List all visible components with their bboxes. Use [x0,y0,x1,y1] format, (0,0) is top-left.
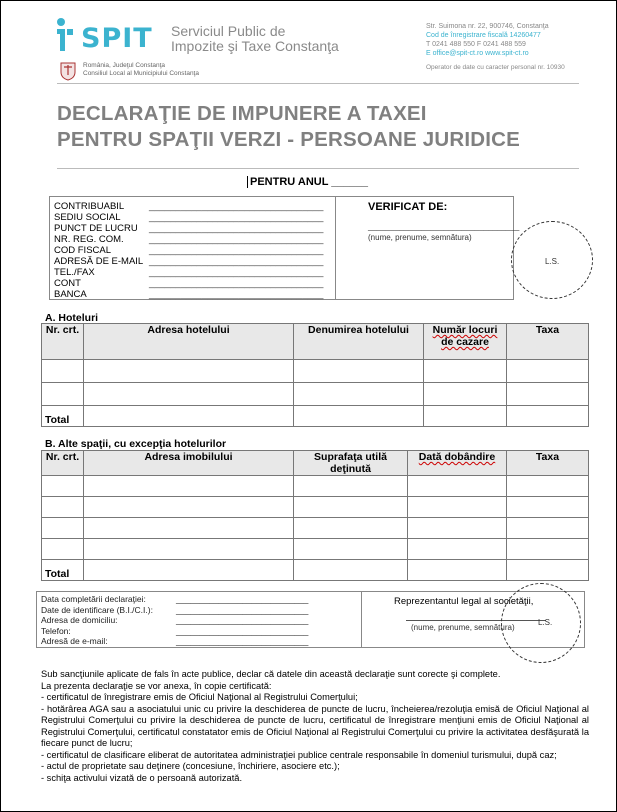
col-tax: Taxa [507,451,589,476]
hotels-total-row[interactable] [42,406,589,427]
section-b-title: B. Alte spaţii, cu excepţia hotelurilor [45,438,227,450]
total-label: Total [42,560,84,581]
county-line-2: Consiliul Local al Municipiului Constanţa [83,70,199,77]
field-input-line[interactable]: _________________________________ [149,201,324,212]
field-label: CONTRIBUABIL [54,201,125,212]
spit-logo-icon [55,17,75,51]
representative-stamp-label: L.S. [538,618,553,627]
table-row[interactable] [42,539,589,560]
declaration-paragraph: - certificatul de înregistrare emis de Oficiul Naţional al Registrului Comerţului; [41,692,358,702]
field-label: SEDIU SOCIAL [54,212,121,223]
declarant-field-labels [41,594,153,647]
declaration-paragraph: La prezenta declaraţie se vor anexa, în copie certificată: [41,680,272,691]
declaration-paragraph: Sub sancţiunile aplicate de fals în acte publice, declar că datele din această declaraţie sunt corecte şi complete. [41,669,501,679]
field-label: COD FISCAL [54,245,112,256]
col-surface: Suprafaţa utilă deţinută [294,451,408,476]
field-input-line[interactable]: _________________________________ [149,212,324,223]
table-row[interactable] [42,497,589,518]
document-title [57,101,520,153]
field-input-line[interactable]: _________________________________ [149,278,324,289]
title-divider [57,168,579,169]
field-label: Adresă de e-mail: [41,636,108,646]
contact-block [426,22,549,58]
other-spaces-table [41,450,589,581]
declaration-paragraph: - schiţa activului vizată de o persoană autorizată. [41,772,243,783]
taxpayer-field-labels [54,201,143,300]
field-input-line[interactable]: ____________________________ [176,615,309,625]
field-label: TEL./FAX [54,267,95,278]
representative-title: Reprezentantul legal al societăţii, [394,596,534,607]
contact-email[interactable]: E office@spit-ct.ro www.spit-ct.ro [426,50,529,57]
field-input-line[interactable]: _________________________________ [149,245,324,256]
col-acquisition-date [408,451,507,476]
declarant-field-lines[interactable] [176,594,308,647]
spit-logo-text: SPIT [81,23,153,54]
col-nr: Nr. crt. [42,451,84,476]
field-input-line[interactable]: ____________________________ [176,594,309,604]
fiscal-year-field[interactable]: PENTRU ANUL ______ [247,176,368,188]
section-a-title: A. Hoteluri [45,312,99,324]
table-row[interactable] [42,476,589,497]
contact-fiscal-code: Cod de înregistrare fiscală 14260477 [426,32,541,39]
field-input-line[interactable]: _________________________________ [149,289,324,300]
table-row[interactable] [42,383,589,406]
field-label: ADRESĂ DE E-MAIL [54,256,144,267]
title-line-2: PENTRU SPAŢII VERZI - PERSOANE JURIDICE [57,128,521,151]
hotels-header-row [42,324,589,360]
col-property-address: Adresa imobilului [84,451,294,476]
col-hotel-name: Denumirea hotelului [294,324,424,360]
total-label: Total [42,406,84,427]
col-tax: Taxa [507,324,589,360]
other-header-row [42,451,589,476]
field-input-line[interactable]: _________________________________ [149,234,324,245]
representative-caption: (nume, prenume, semnătura) [411,623,515,632]
stamp-label: L.S. [545,257,560,266]
contact-address: Str. Suimona nr. 22, 900746, Constanţa [426,23,549,30]
field-input-line[interactable]: _________________________________ [149,223,324,234]
table-row[interactable] [42,360,589,383]
contact-phone: T 0241 488 550 F 0241 488 559 [426,41,526,48]
institution-line-1: Serviciul Public de [171,23,286,39]
taxpayer-field-lines[interactable] [149,201,323,300]
field-label: PUNCT DE LUCRU [54,223,138,234]
header-divider [57,83,579,84]
table-row[interactable] [42,518,589,539]
field-label: BANCA [54,289,87,300]
verified-by-title: VERIFICAT DE: [368,201,448,213]
title-line-1: DECLARAŢIE DE IMPUNERE A TAXEI [57,102,427,125]
col-rooms-label: Număr locuri de cazare [432,324,498,348]
field-input-line[interactable]: _________________________________ [149,267,324,278]
col-nr: Nr. crt. [42,324,84,360]
field-label: Telefon: [41,625,71,636]
field-input-line[interactable]: _________________________________ [149,256,324,267]
verified-signature-line[interactable]: __________________________________ [368,222,520,231]
declaration-text [41,669,589,784]
operator-number: Operator de date cu caracter personal nr. 10930 [426,64,565,71]
other-total-row[interactable] [42,560,589,581]
verification-spacer [335,196,364,300]
field-input-line[interactable]: ____________________________ [176,625,309,636]
declaration-paragraph: - certificatul de clasificare eliberat de autoritatea administraţiei publice centrale responsabile în domeniul turismului, după caz; [41,749,557,760]
col-rooms [424,324,507,360]
coat-of-arms-icon [59,61,77,81]
field-label: Data completării declaraţiei: [41,594,146,604]
col-acquisition-label: Dată dobândire [418,451,496,463]
field-input-line[interactable]: ____________________________ [176,604,309,615]
verified-caption: (nume, prenume, semnătura) [368,233,472,242]
field-label: CONT [54,278,81,289]
institution-name [171,24,339,54]
hotels-table [41,323,589,427]
county-line-1: România, Judeţul Constanţa [83,62,166,69]
institution-line-2: Impozite şi Taxe Constanţa [171,38,339,54]
declaration-paragraph: - hotărârea AGA sau a asociatului unic cu privire la deschiderea de puncte de lucru, încheierea/rezoluţia emisă de Oficiul Naţional al Registrului Comerţului cu privire la deschiderea de puncte de lucru, certificatul de înregistrare menţiuni emis de Oficiul Naţional al Registrului Comerţului, certificatul constatator emis de Oficiul Naţional al Registrului Comerţului cu privire la activitatea desfăşurată la fiecare punct de lucru; [41,703,589,748]
declaration-paragraph: - actul de proprietate sau deţinere (concesiune, închiriere, asociere etc.); [41,761,340,771]
field-label: Date de identificare (B.I./C.I.): [41,604,153,615]
field-label: Adresa de domiciliu: [41,615,118,625]
col-hotel-address: Adresa hotelului [84,324,294,360]
field-input-line[interactable]: ____________________________ [176,636,309,646]
county-info [83,62,199,78]
field-label: NR. REG. COM. [54,234,124,245]
